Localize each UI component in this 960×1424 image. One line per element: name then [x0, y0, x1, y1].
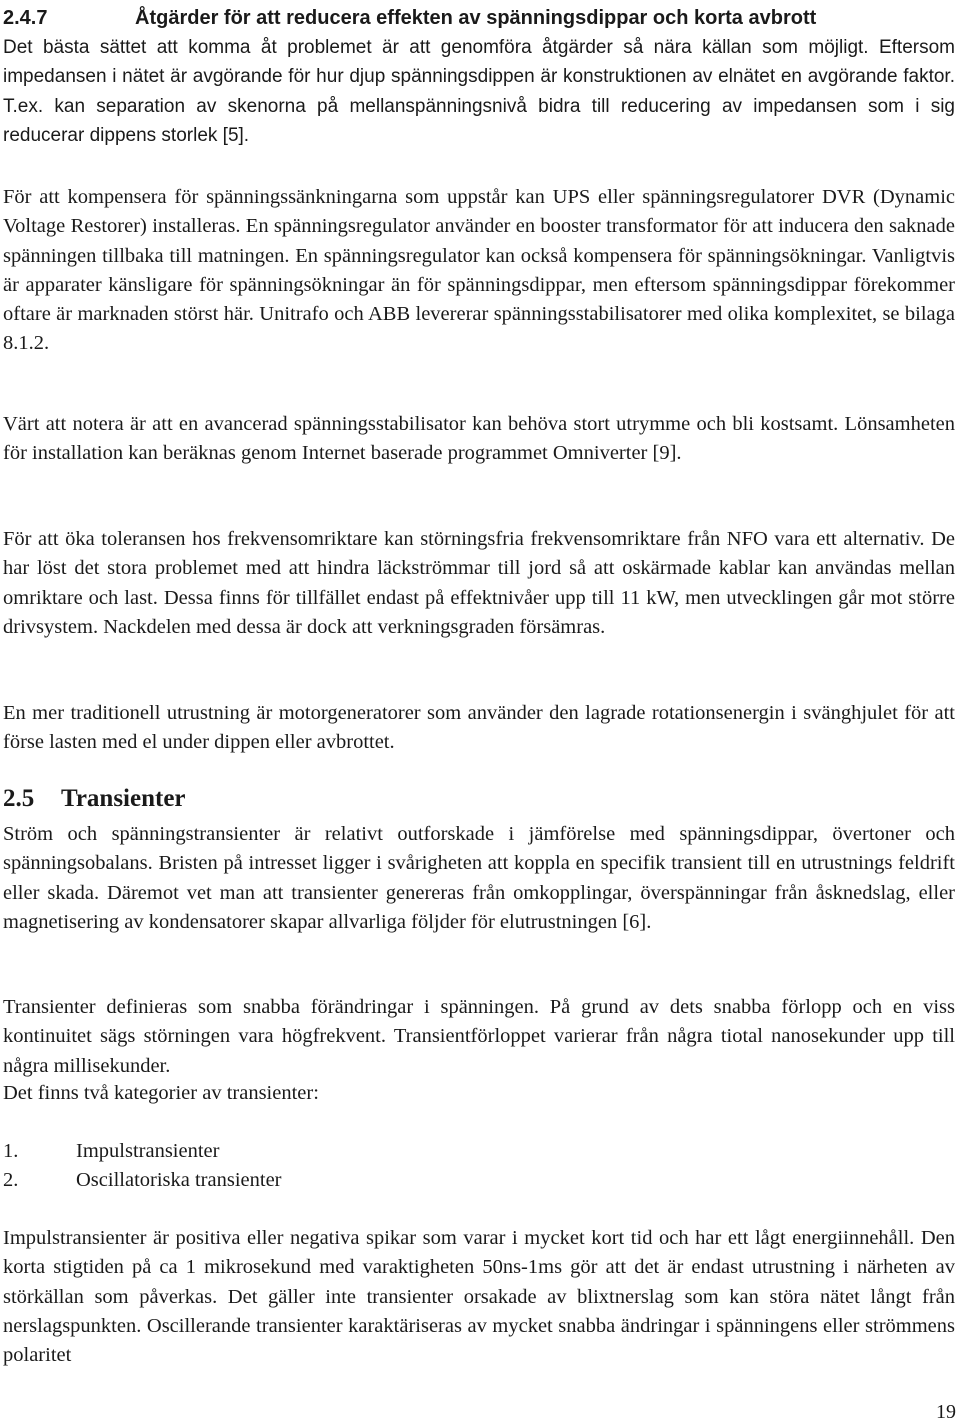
list-number: 2. — [3, 1169, 19, 1191]
paragraph-impulse-transients: Impulstransienter är positiva eller negativa spikar som varar i mycket kort tid och har ett lågt energiinnehåll. Den korta stigtiden på ca 1 mikrosekund med varaktigheten 50ns-1ms gör att det är endast utrustning i närheten av störkällan som påverkas. Det gäller inte transienter orsakade av blixtnerslag som kan störa nätet långt från nerslagspunkten. Oscillerande transienter karaktäriseras av mycket snabba ändringar i spänningens eller strömmens polaritet — [3, 1227, 955, 1367]
paragraph-frequency-converters: För att öka toleransen hos frekvensomriktare kan störningsfria frekvensomriktare från NFO vara ett alternativ. De har löst det stora problemet med att hindra läckströmmar till jord så att oskärmade kablar kan användas mellan omriktare och last. Dessa finns för tillfället endast på effektnivåer upp till 11 kW, men utvecklingen går mot större drivsystem. Nackdelen med dessa är dock att verkningsgraden försämras. — [3, 528, 955, 638]
paragraph-categories-intro: Det finns två kategorier av transienter: — [3, 1082, 319, 1104]
section-title: Transienter — [61, 785, 186, 812]
page-number: 19 — [936, 1401, 956, 1423]
list-item — [3, 1166, 282, 1195]
section-number: 2.5 — [3, 785, 35, 812]
list-item — [3, 1137, 219, 1166]
section-heading-2-4-7 — [3, 4, 953, 32]
paragraph-motor-generators: En mer traditionell utrustning är motorgeneratorer som använder den lagrade rotationsenergin i svänghjulet för att förse lasten med el under dippen eller avbrottet. — [3, 702, 955, 754]
paragraph-ups-dvr: För att kompensera för spänningssänkningarna som uppstår kan UPS eller spänningsregulatorer DVR (Dynamic Voltage Restorer) installeras. En spänningsregulator använder en booster transformator för att inducera den saknade spänningen tillbaka till matningen. En spänningsregulator kan också kompensera för spänningsökningar. Vanligtvis är apparater känsligare för spänningsökningar än för spänningsdippar, men eftersom spänningsdippar förekommer oftare är marknaden störst här. Unitrafo och ABB levererar spänningsstabilisatorer med olika komplexitet, se bilaga 8.1.2. — [3, 186, 955, 355]
paragraph-stabilizer-cost: Värt att notera är att en avancerad spänningsstabilisator kan behöva stort utrymme och bli kostsamt. Lönsamheten för installation kan beräknas genom Internet baserade programmet Omniverter [9]. — [3, 413, 955, 465]
paragraph-transients-definition: Transienter definieras som snabba förändringar i spänningen. På grund av dets snabba förlopp och en viss kontinuitet sägs störningen vara högfrekvent. Transientförloppet varierar från några tiotal nanosekunder upp till några millisekunder. — [3, 996, 955, 1077]
list-text: Oscillatoriska transienter — [76, 1169, 282, 1191]
section-title: Åtgärder för att reducera effekten av spänningsdippar och korta avbrott — [135, 7, 817, 29]
paragraph-transients-intro: Ström och spänningstransienter är relativt outforskade i jämförelse med spänningsdippar, övertoner och spänningsobalans. Bristen på intresset ligger i svårigheten att koppla en specifik transient till en utrustnings feldrift eller skada. Däremot vet man att transienter genereras från omkopplingar, överspänningar från åsknedslag, eller magnetisering av kondensatorer skapar allvarliga följder för elutrustningen [6]. — [3, 823, 955, 933]
list-text: Impulstransienter — [76, 1140, 220, 1162]
section-heading-2-5 — [3, 784, 186, 814]
intro-paragraph: Det bästa sättet att komma åt problemet är att genomföra åtgärder så nära källan som möjligt. Eftersom impedansen i nätet är avgörande för hur djup spänningsdippen är konstruktionen av elnätet en avgörande faktor. T.ex. kan separation av skenorna på mellanspänningsnivå bidra till reducering av impedansen som i sig reducerar dippens storlek [5]. — [3, 37, 955, 146]
list-number: 1. — [3, 1140, 19, 1162]
section-number: 2.4.7 — [3, 7, 48, 29]
